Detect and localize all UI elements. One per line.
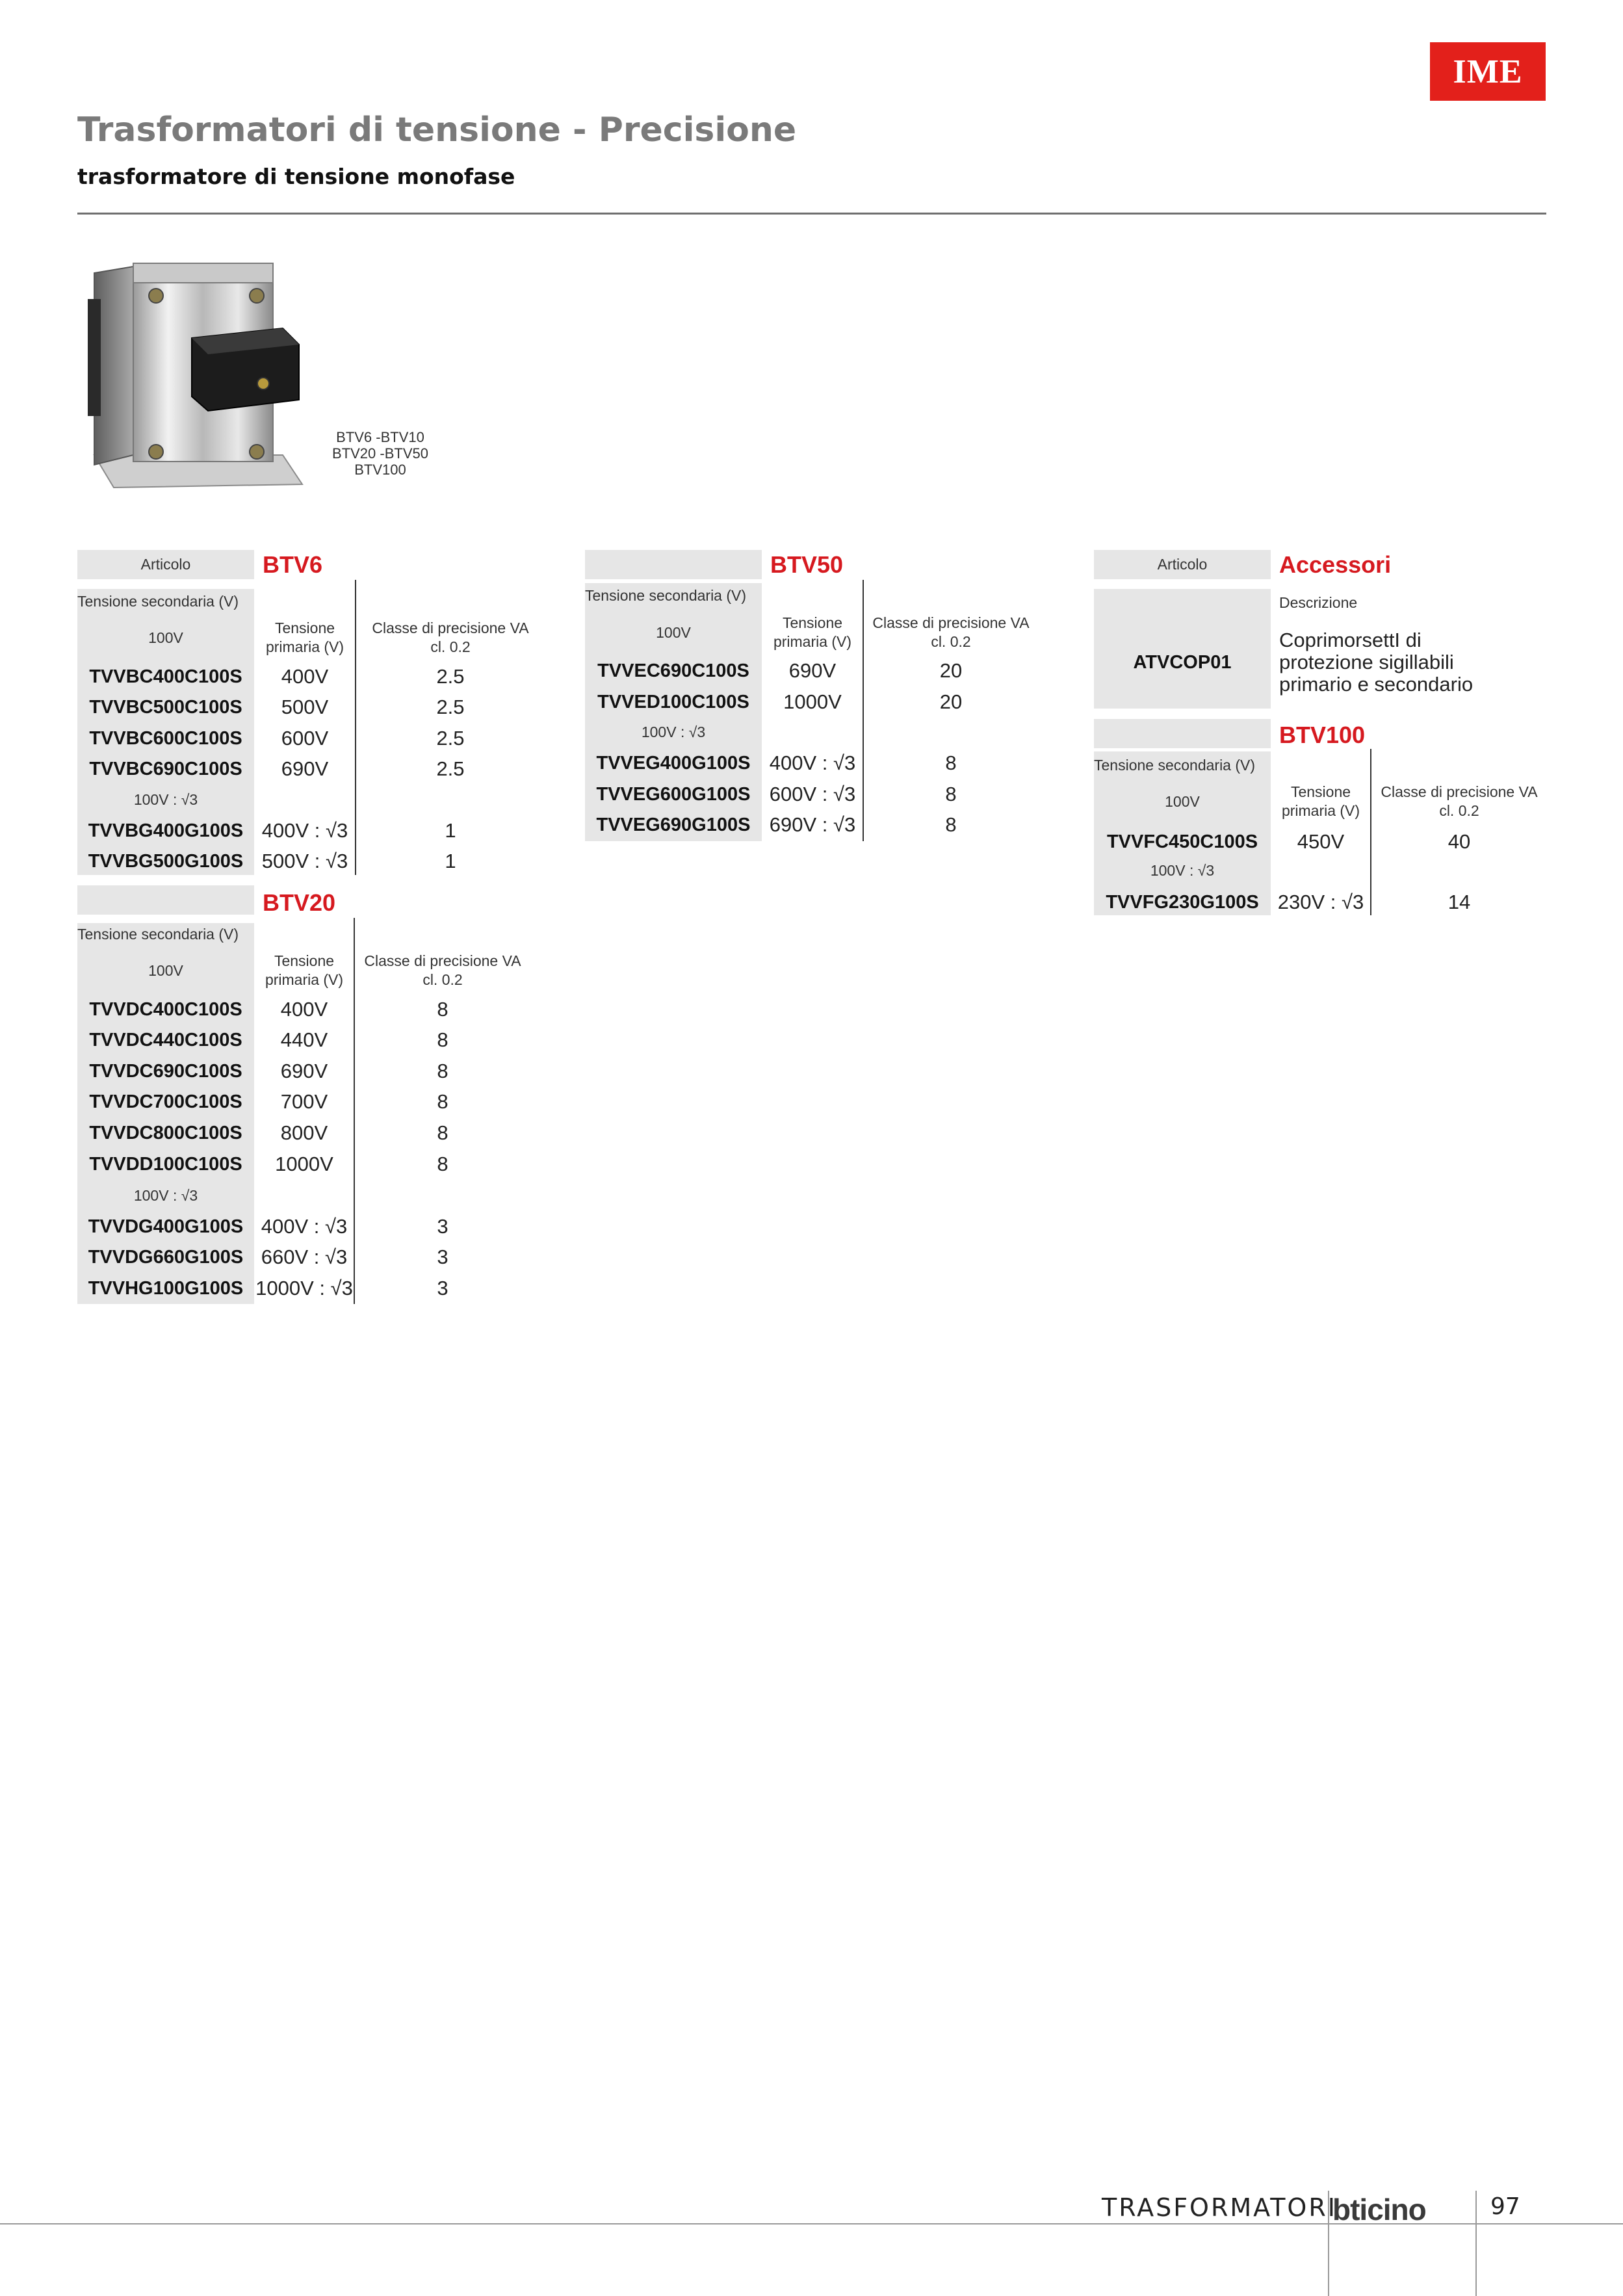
primary-value: 1000V	[275, 1153, 333, 1175]
class-value: 8	[437, 1121, 448, 1144]
primary-value: 1000V	[783, 690, 842, 713]
class-value: 3	[437, 1277, 448, 1299]
accessori-heading: Accessori	[1279, 551, 1392, 578]
secondary-100v: 100V	[656, 624, 691, 641]
secondary-100v: 100V	[1165, 793, 1200, 810]
secondary-100v-sqrt3: 100V : √3	[133, 791, 198, 808]
accessory-description: CoprimorsettI di protezione sigillabili primario e secondario	[1279, 629, 1474, 696]
secondary-100v-sqrt3: 100V : √3	[641, 724, 706, 740]
class-value: 3	[437, 1215, 448, 1238]
class-value: 2.5	[436, 757, 465, 780]
code-column	[1094, 589, 1271, 709]
article-code: TVVBC400C100S	[89, 666, 242, 687]
article-code: TVVBG400G100S	[88, 820, 244, 841]
primary-value: 400V	[281, 665, 329, 688]
class-value: 40	[1448, 830, 1471, 853]
article-code: TVVEC690C100S	[597, 660, 749, 681]
page-title: Trasformatori di tensione - Precisione	[77, 111, 797, 150]
primary-value: 690V	[281, 757, 329, 780]
class-value: 8	[437, 998, 448, 1021]
btv100-heading: BTV100	[1279, 722, 1366, 748]
primary-header: Tensione primaria (V)	[773, 614, 852, 650]
article-code: TVVHG100G100S	[88, 1278, 244, 1299]
primary-value: 400V	[280, 998, 328, 1021]
btv6-heading: BTV6	[263, 551, 323, 578]
primary-value: 400V : √3	[261, 819, 348, 842]
class-header: Classe di precisione VA cl. 0.2	[1381, 783, 1538, 819]
primary-header: Tensione primaria (V)	[265, 620, 344, 655]
btv20-heading: BTV20	[263, 889, 336, 916]
primary-value: 1000V : √3	[255, 1277, 353, 1299]
primary-value: 660V : √3	[261, 1246, 348, 1268]
article-code: TVVED100C100S	[597, 692, 749, 712]
transformer-product-image	[88, 260, 305, 501]
class-value: 8	[437, 1060, 448, 1082]
secondary-label: Tensione secondaria (V)	[77, 593, 239, 610]
page-number: 97	[1490, 2193, 1520, 2220]
primary-value: 230V : √3	[1277, 891, 1364, 913]
class-header: Classe di precisione VA cl. 0.2	[364, 952, 521, 988]
caption-line: BTV6 -BTV10	[336, 429, 424, 445]
class-value: 8	[945, 813, 957, 836]
article-code: TVVDG400G100S	[88, 1216, 244, 1237]
article-code: TVVBC600C100S	[89, 728, 242, 749]
primary-value: 800V	[280, 1121, 328, 1144]
secondary-label: Tensione secondaria (V)	[585, 587, 747, 604]
class-value: 1	[445, 819, 456, 842]
primary-value: 600V	[281, 727, 329, 750]
secondary-100v-sqrt3: 100V : √3	[1150, 862, 1215, 879]
article-code: TVVEG690G100S	[596, 815, 751, 835]
class-header: Classe di precisione VA cl. 0.2	[872, 614, 1030, 650]
primary-header: Tensione primaria (V)	[265, 952, 344, 988]
secondary-100v: 100V	[148, 962, 183, 979]
class-value: 1	[445, 850, 456, 872]
class-value: 8	[945, 783, 957, 805]
article-code: TVVEG600G100S	[596, 784, 751, 805]
primary-value: 690V	[280, 1060, 328, 1082]
primary-value: 690V : √3	[769, 813, 856, 836]
bticino-logo: bticino	[1332, 2193, 1426, 2226]
secondary-label: Tensione secondaria (V)	[77, 926, 239, 943]
primary-header: Tensione primaria (V)	[1281, 783, 1360, 819]
articolo-label: Articolo	[1157, 556, 1208, 573]
class-value: 8	[437, 1028, 448, 1051]
primary-value: 700V	[280, 1090, 328, 1113]
class-value: 8	[437, 1090, 448, 1113]
article-code: TVVDC440C100S	[89, 1030, 242, 1050]
article-code: TVVBC500C100S	[89, 697, 242, 718]
article-code: TVVDG660G100S	[88, 1247, 244, 1268]
class-value: 2.5	[436, 696, 465, 718]
class-value: 20	[939, 690, 963, 713]
class-value: 20	[939, 659, 963, 682]
primary-value: 690V	[788, 659, 837, 682]
header-cell	[1094, 719, 1271, 748]
secondary-100v-sqrt3: 100V : √3	[133, 1187, 198, 1204]
article-code: TVVEG400G100S	[596, 753, 751, 774]
class-value: 3	[437, 1246, 448, 1268]
header-cell	[585, 550, 762, 579]
article-code: ATVCOP01	[1133, 652, 1232, 673]
secondary-100v: 100V	[148, 629, 183, 646]
primary-value: 440V	[280, 1028, 328, 1051]
btv50-heading: BTV50	[770, 551, 844, 578]
primary-value: 500V	[281, 696, 329, 718]
header-cell	[77, 885, 254, 915]
caption-line: BTV100	[354, 462, 406, 478]
caption-line: BTV20 -BTV50	[332, 445, 428, 462]
article-code: TVVFC450C100S	[1106, 831, 1258, 852]
footer-section-label: TRASFORMATORI	[1102, 2193, 1337, 2222]
class-header: Classe di precisione VA cl. 0.2	[372, 620, 529, 655]
class-value: 8	[437, 1153, 448, 1175]
article-code: TVVFG230G100S	[1106, 892, 1259, 913]
article-code: TVVDC690C100S	[89, 1061, 242, 1082]
descrizione-label: Descrizione	[1279, 594, 1358, 611]
footer-separator	[1475, 2191, 1477, 2296]
class-value: 14	[1448, 891, 1471, 913]
page-subtitle: trasformatore di tensione monofase	[77, 164, 515, 189]
articolo-label: Articolo	[140, 556, 191, 573]
primary-value: 500V : √3	[261, 850, 348, 872]
primary-value: 450V	[1297, 830, 1345, 853]
article-code: TVVBC690C100S	[89, 759, 242, 779]
product-caption	[328, 429, 432, 478]
article-code: TVVDC800C100S	[89, 1123, 242, 1143]
primary-value: 600V : √3	[769, 783, 856, 805]
class-value: 2.5	[436, 727, 465, 750]
primary-value: 400V : √3	[769, 751, 856, 774]
primary-value: 400V : √3	[261, 1215, 348, 1238]
article-code: TVVDD100C100S	[89, 1154, 242, 1175]
class-value: 8	[945, 751, 957, 774]
article-code: TVVDC700C100S	[89, 1091, 242, 1112]
secondary-label: Tensione secondaria (V)	[1094, 757, 1256, 774]
class-value: 2.5	[436, 665, 465, 688]
article-code: TVVDC400C100S	[89, 999, 242, 1020]
article-code: TVVBG500G100S	[88, 851, 244, 872]
ime-logo: IME	[1430, 42, 1546, 101]
header-divider	[77, 213, 1546, 215]
